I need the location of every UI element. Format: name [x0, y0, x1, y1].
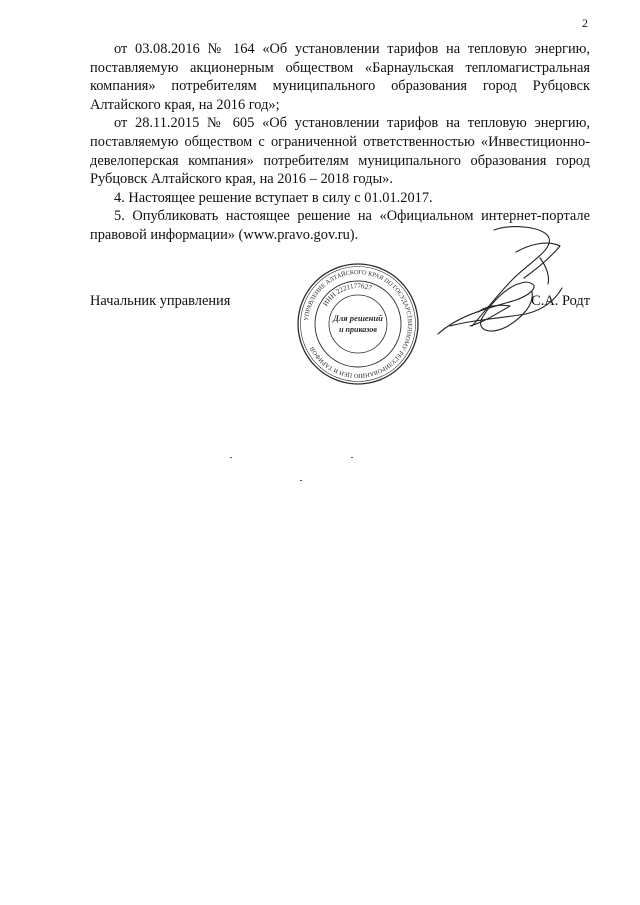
paragraph-decision-605: от 28.11.2015 № 605 «Об установлении тарифов на тепловую энергию, поставляемую обществом с ограниченной ответственностью «Инвестиционно-девелоперская компания» потребителям муниципального образования город Рубцовск Алтайского края, на 2016 – 2018 годы». [90, 115, 590, 188]
official-stamp [296, 262, 420, 386]
scan-artifact [230, 457, 232, 458]
stamp-inn-text: ИНН 2221177627 [321, 281, 373, 308]
stamp-center-line-2: и приказов [339, 325, 377, 334]
scan-artifact [300, 480, 302, 481]
position-title: Начальник управления [90, 293, 231, 309]
signer-name: С.А. Родт [531, 293, 590, 309]
stamp-center-line-1: Для решений [333, 313, 383, 323]
paragraph-publication: 5. Опубликовать настоящее решение на «Официальном интернет-портале правовой информации» (www.pravo.gov.ru). [90, 208, 590, 243]
stamp-ring-text: УПРАВЛЕНИЕ АЛТАЙСКОГО КРАЯ ПО ГОСУДАРСТВЕННОМУ РЕГУЛИРОВАНИЮ ЦЕН И ТАРИФОВ [303, 268, 414, 380]
document-body [90, 40, 590, 245]
paragraph-decision-164: от 03.08.2016 № 164 «Об установлении тарифов на тепловую энергию, поставляемую акционерным обществом «Барнаульская тепломагистральная компания» потребителям муниципального образования город Рубцовск Алтайского края, на 2016 год»; [90, 41, 590, 113]
page-number: 2 [582, 16, 588, 30]
scan-artifact [351, 457, 353, 458]
handwritten-signature [420, 222, 580, 352]
paragraph-effective-date: 4. Настоящее решение вступает в силу с 01.01.2017. [114, 189, 433, 206]
